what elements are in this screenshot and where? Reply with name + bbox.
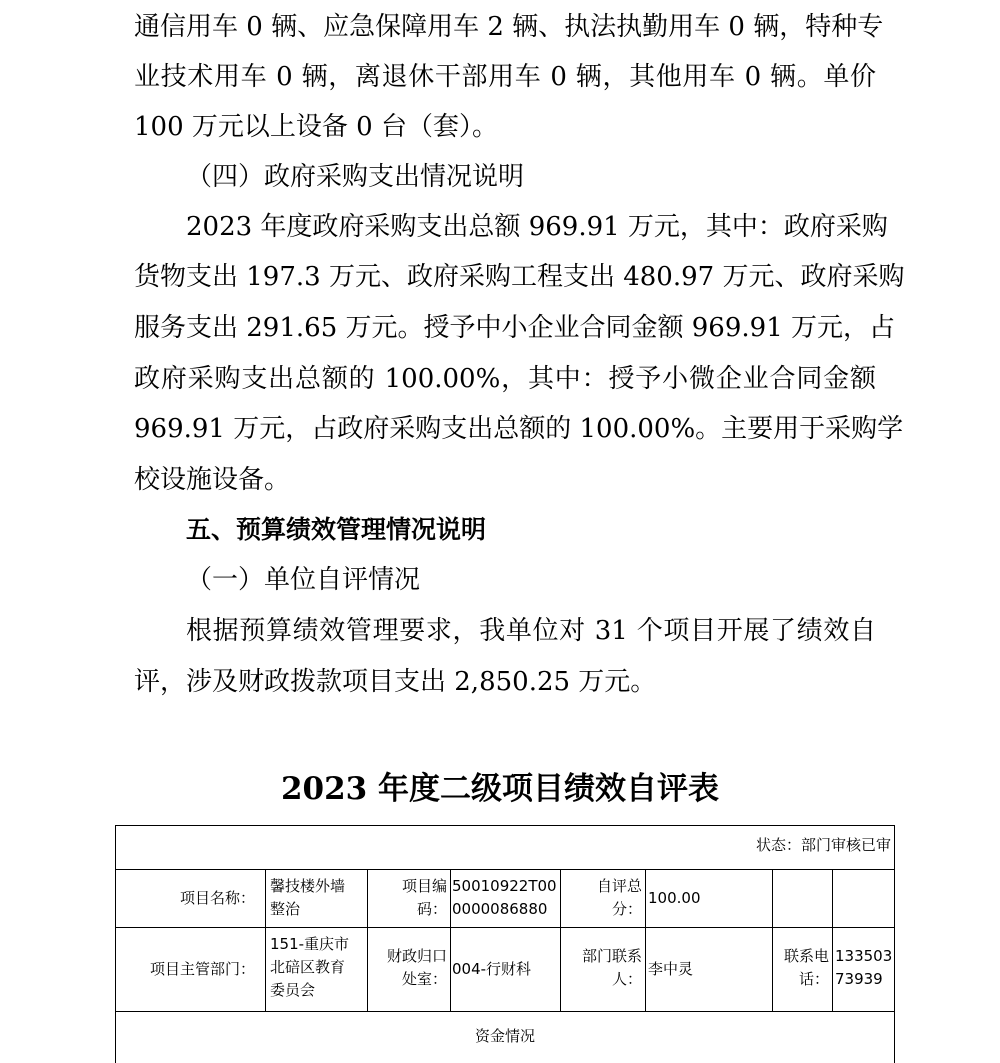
body-line: 评，涉及财政拨款项目支出 2,850.25 万元。 — [134, 667, 657, 697]
chapter-heading: 五、预算绩效管理情况说明 — [186, 515, 487, 544]
project-code-label: 项目编 码： — [401, 877, 447, 918]
body-line: 通信用车 0 辆、应急保障用车 2 辆、执法执勤用车 0 辆，特种专 — [134, 12, 884, 42]
project-name-value: 馨技楼外墙 整治 — [270, 877, 346, 918]
phone-value: 133503 73939 — [835, 947, 893, 988]
section-heading: （一）单位自评情况 — [186, 565, 421, 595]
status-label: 状态：部门审核已审 — [755, 836, 891, 854]
body-line: 服务支出 291.65 万元。授予中小企业合同金额 969.91 万元，占 — [134, 313, 896, 343]
body-line: 969.91 万元，占政府采购支出总额的 100.00%。主要用于采购学 — [134, 414, 904, 444]
dept-label: 项目主管部门： — [149, 960, 255, 978]
contact-label: 部门联系 人： — [581, 947, 642, 988]
section-heading: （四）政府采购支出情况说明 — [186, 162, 525, 192]
contact-value: 李中灵 — [648, 960, 694, 978]
score-label: 自评总 分： — [596, 877, 642, 918]
body-line: 校设施设备。 — [134, 465, 291, 495]
body-line: 100 万元以上设备 0 台（套）。 — [134, 112, 498, 142]
finance-office-value: 004-行财科 — [452, 960, 532, 978]
phone-label: 联系电 话： — [783, 947, 829, 988]
performance-table — [115, 825, 895, 1063]
funds-header: 资金情况 — [474, 1027, 535, 1045]
body-line: 货物支出 197.3 万元、政府采购工程支出 480.97 万元、政府采购 — [134, 262, 905, 292]
dept-value: 151-重庆市 北碚区教育 委员会 — [270, 935, 350, 999]
body-line: 2023 年度政府采购支出总额 969.91 万元，其中：政府采购 — [186, 212, 888, 242]
score-value: 100.00 — [648, 889, 701, 907]
body-line: 政府采购支出总额的 100.00%，其中：授予小微企业合同金额 — [134, 364, 876, 394]
finance-office-label: 财政归口 处室： — [386, 947, 447, 988]
body-line: 根据预算绩效管理要求，我单位对 31 个项目开展了绩效自 — [186, 616, 876, 646]
project-name-label: 项目名称： — [179, 889, 255, 907]
table-title: 2023 年度二级项目绩效自评表 — [280, 771, 720, 807]
body-line: 业技术用车 0 辆，离退休干部用车 0 辆，其他用车 0 辆。单价 — [134, 62, 876, 92]
project-code-value: 50010922T00 0000086880 — [452, 877, 557, 918]
